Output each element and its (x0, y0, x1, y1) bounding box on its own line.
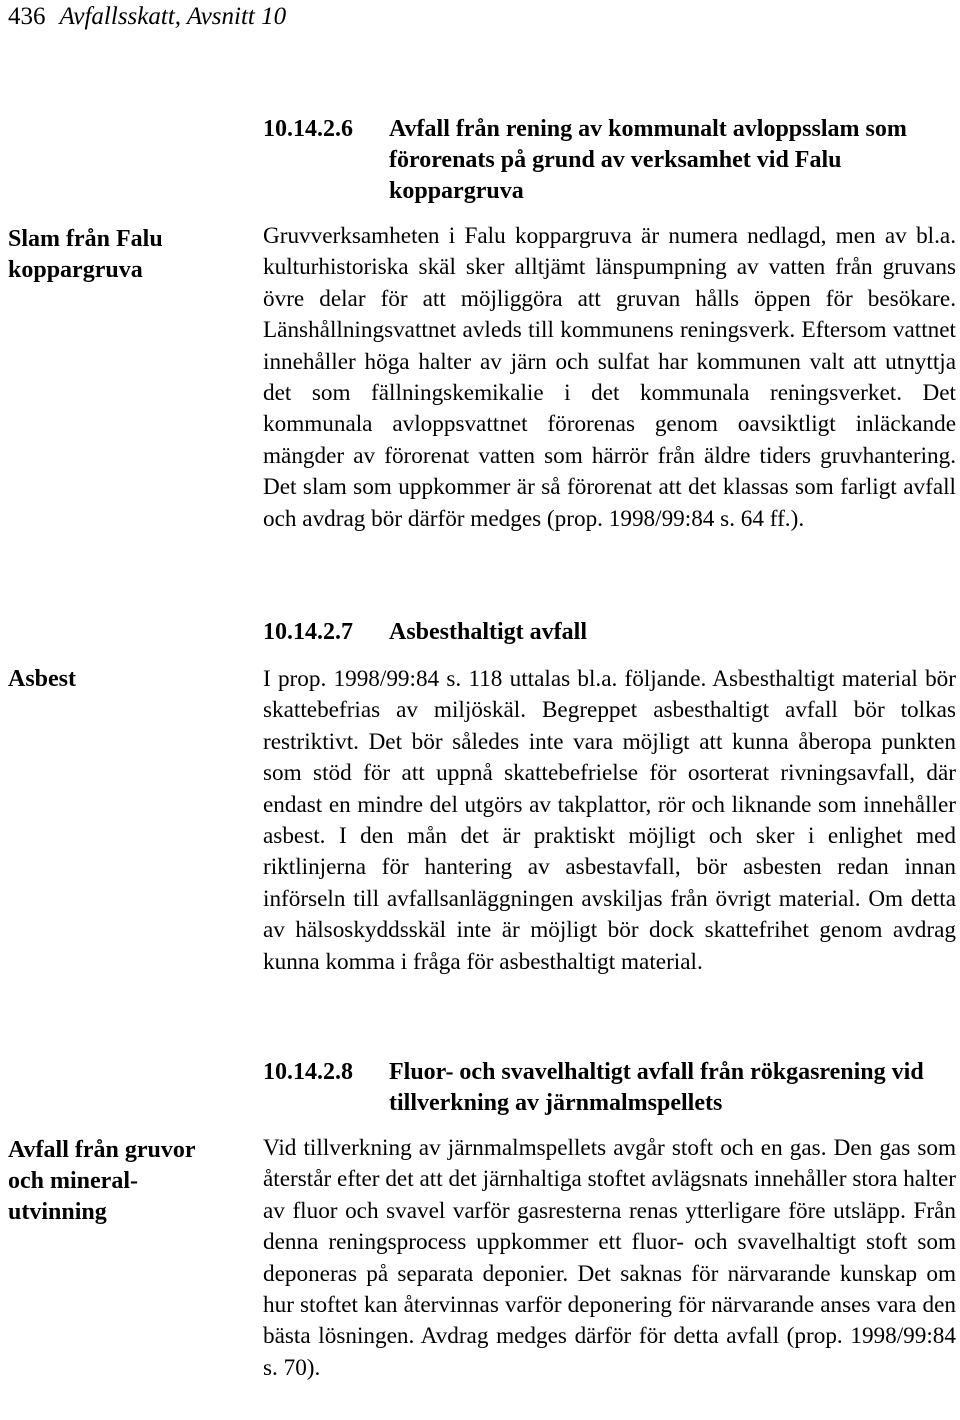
section-title: Asbesthaltigt avfall (389, 619, 587, 645)
section-number: 10.14.2.7 (263, 619, 353, 645)
section-heading (263, 114, 956, 207)
margin-note-gruvor: Avfall från gruvor och mineral-utvinning (8, 1137, 196, 1225)
page-number: 436 (8, 3, 46, 30)
running-title: Avfallsskatt, Avsnitt 10 (59, 3, 287, 30)
section-10-14-2-8 (263, 1057, 956, 1384)
margin-note-asbest: Asbest (8, 666, 77, 692)
section-title: Fluor- och svavelhaltigt avfall från rökgasrening vid tillverkning av järnmalmspellets (389, 1059, 924, 1116)
section-body: I prop. 1998/99:84 s. 118 uttalas bl.a. följande. Asbesthaltigt material bör skattebefrias av miljöskäl. Begreppet asbesthaltigt avfall bör tolkas restriktivt. Det bör således inte vara möjligt att kunna åberopa punkten som stöd för att uppnå skattebefrielse för osorterat rivningsavfall, där endast en mindre del utgörs av takplattor, rör och liknande som innehåller asbest. I den mån det är praktiskt möjligt och sker i enlighet med riktlinjerna för hantering av asbestavfall, bör asbesten redan innan införseln till avfallsanläggningen avskiljas från övrigt material. Om detta av hälsoskyddsskäl inte är möjligt bör dock skattefrihet genom avdrag kunna komma i fråga för asbesthaltigt material. (263, 666, 956, 975)
section-heading (263, 1057, 956, 1119)
section-body: Gruvverksamheten i Falu koppargruva är numera nedlagd, men av bl.a. kulturhistoriska skäl sker alltjämt länspumpning av vatten från gruvans övre delar för att möjliggöra att gruvan hålls öppen för besökare. Länshållningsvattnet avleds till kommunens reningsverk. Eftersom vattnet innehåller höga halter av järn och sulfat har kommunen valt att utnyttja det som fällningskemikalie i det kommunala reningsverket. Det kommunala avloppsvattnet förorenas genom oavsiktligt inläckande mängder av förorenat vatten som härrör från äldre tiders gruvhantering. Det slam som uppkommer är så förorenat att det klassas som farligt avfall och avdrag bör därför medges (prop. 1998/99:84 s. 64 ff.). (263, 223, 956, 532)
section-number: 10.14.2.8 (263, 1059, 353, 1085)
section-title: Avfall från rening av kommunalt avloppsslam som förorenats på grund av verksamhet vid Falu koppargruva (389, 116, 907, 204)
section-number: 10.14.2.6 (263, 116, 353, 142)
section-body: Vid tillverkning av järnmalmspellets avgår stoft och en gas. Den gas som återstår efter det att det järnhaltiga stoftet avlägsnats innehåller stora halter av fluor och svavel varför gasresterna renas ytterligare före utsläpp. Från denna reningsprocess uppkommer ett fluor- och svavelhaltigt stoft som deponeras på separata deponier. Det saknas för närvarande kunskap om hur stoftet kan återvinnas varför deponering för närvarande anses vara den bästa lösningen. Avdrag medges därför för detta avfall (prop. 1998/99:84 s. 70). (263, 1135, 956, 1381)
margin-note-slam: Slam från Falu koppargruva (8, 226, 163, 283)
section-10-14-2-7 (263, 617, 956, 978)
page-header (8, 0, 286, 34)
section-heading (263, 617, 956, 648)
section-10-14-2-6 (263, 114, 956, 535)
